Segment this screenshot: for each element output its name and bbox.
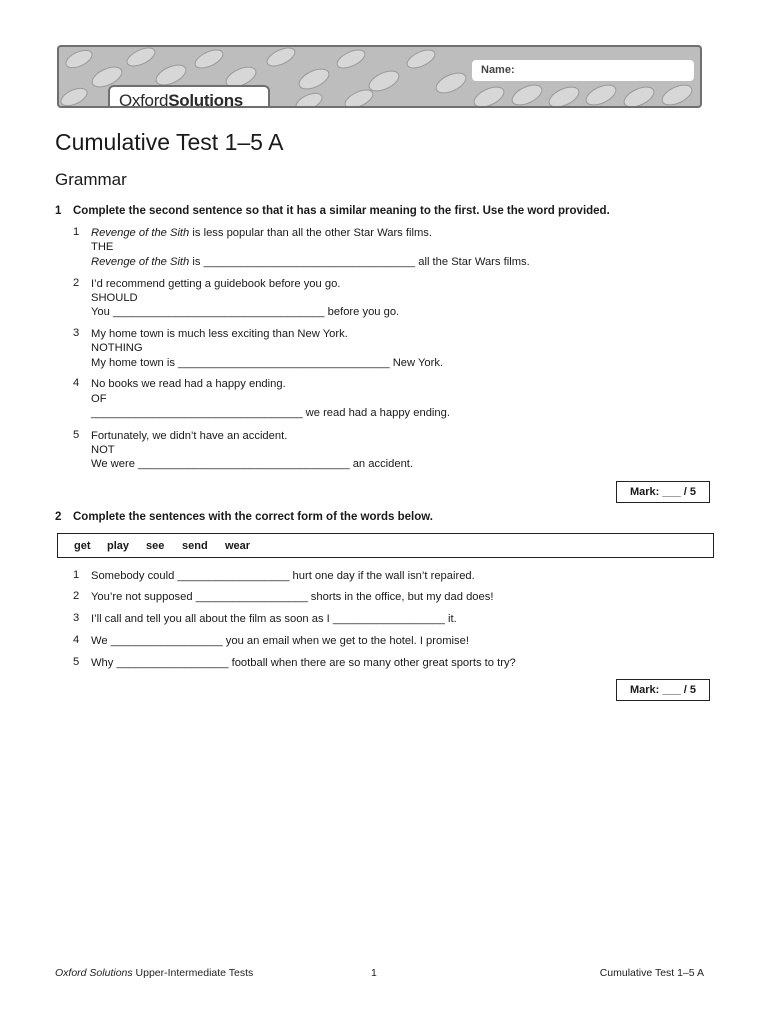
item-number: 3 xyxy=(73,612,80,624)
item-number: 5 xyxy=(73,656,80,668)
word-bank-item: get xyxy=(74,540,91,552)
oxford-solutions-logo xyxy=(108,85,270,108)
name-label: Name: xyxy=(481,64,515,76)
item-keyword: SHOULD xyxy=(91,292,138,304)
item-keyword: THE xyxy=(91,241,114,253)
question-instruction: Complete the second sentence so that it has a similar meaning to the first. Use the word provided. xyxy=(73,205,610,217)
word-bank-item: send xyxy=(182,540,208,552)
item-number: 1 xyxy=(73,569,80,581)
gap-fill-sentence[interactable]: Somebody could __________________ hurt one day if the wall isn’t repaired. xyxy=(91,570,475,582)
gap-fill-sentence[interactable]: We __________________ you an email when we get to the hotel. I promise! xyxy=(91,635,469,647)
gap-fill-sentence[interactable]: I’ll call and tell you all about the film as soon as I __________________ it. xyxy=(91,613,457,625)
word-bank xyxy=(57,533,714,558)
mark-box-2: Mark: ___ / 5 xyxy=(616,679,710,701)
item-number: 4 xyxy=(73,377,80,389)
question-number: 2 xyxy=(55,511,62,523)
item-sentence: My home town is much less exciting than New York. xyxy=(91,328,348,340)
answer-line[interactable]: We were __________________________________ an accident. xyxy=(91,458,414,470)
gap-fill-sentence[interactable]: Why __________________ football when there are so many other great sports to try? xyxy=(91,657,516,669)
item-keyword: OF xyxy=(91,393,107,405)
header-banner xyxy=(57,45,702,108)
item-sentence: Revenge of the Sith is less popular than all the other Star Wars films. xyxy=(91,227,432,239)
item-keyword: NOTHING xyxy=(91,342,143,354)
word-bank-item: wear xyxy=(225,540,251,552)
answer-line[interactable]: __________________________________ we read had a happy ending. xyxy=(91,407,450,419)
answer-line[interactable]: Revenge of the Sith is __________________________________ all the Star Wars films. xyxy=(91,256,530,268)
item-number: 3 xyxy=(73,327,80,339)
mark-box-1: Mark: ___ / 5 xyxy=(616,481,710,503)
name-field[interactable] xyxy=(472,60,694,81)
footer-right: Cumulative Test 1–5 A xyxy=(599,967,704,979)
word-bank-item: play xyxy=(107,540,130,552)
gap-fill-sentence[interactable]: You’re not supposed __________________ shorts in the office, but my dad does! xyxy=(91,591,494,603)
item-number: 1 xyxy=(73,226,80,238)
item-sentence: I’d recommend getting a guidebook before you go. xyxy=(91,278,341,290)
item-number: 2 xyxy=(73,277,80,289)
item-sentence: No books we read had a happy ending. xyxy=(91,378,286,390)
logo-bold: Solutions xyxy=(168,91,243,108)
item-number: 2 xyxy=(73,590,80,602)
question-number: 1 xyxy=(55,205,62,217)
word-bank-item: see xyxy=(146,540,165,552)
footer-left: Oxford Solutions Upper-Intermediate Tests xyxy=(55,967,254,979)
logo-light: Oxford xyxy=(119,91,169,108)
page-title: Cumulative Test 1–5 A xyxy=(55,129,284,155)
section-heading: Grammar xyxy=(55,170,127,189)
page-number: 1 xyxy=(371,967,377,979)
answer-line[interactable]: You __________________________________ before you go. xyxy=(91,306,400,318)
item-number: 5 xyxy=(73,429,80,441)
item-number: 4 xyxy=(73,634,80,646)
answer-line[interactable]: My home town is __________________________________ New York. xyxy=(91,357,444,369)
question-instruction: Complete the sentences with the correct form of the words below. xyxy=(73,511,433,523)
item-keyword: NOT xyxy=(91,444,115,456)
item-sentence: Fortunately, we didn’t have an accident. xyxy=(91,430,288,442)
